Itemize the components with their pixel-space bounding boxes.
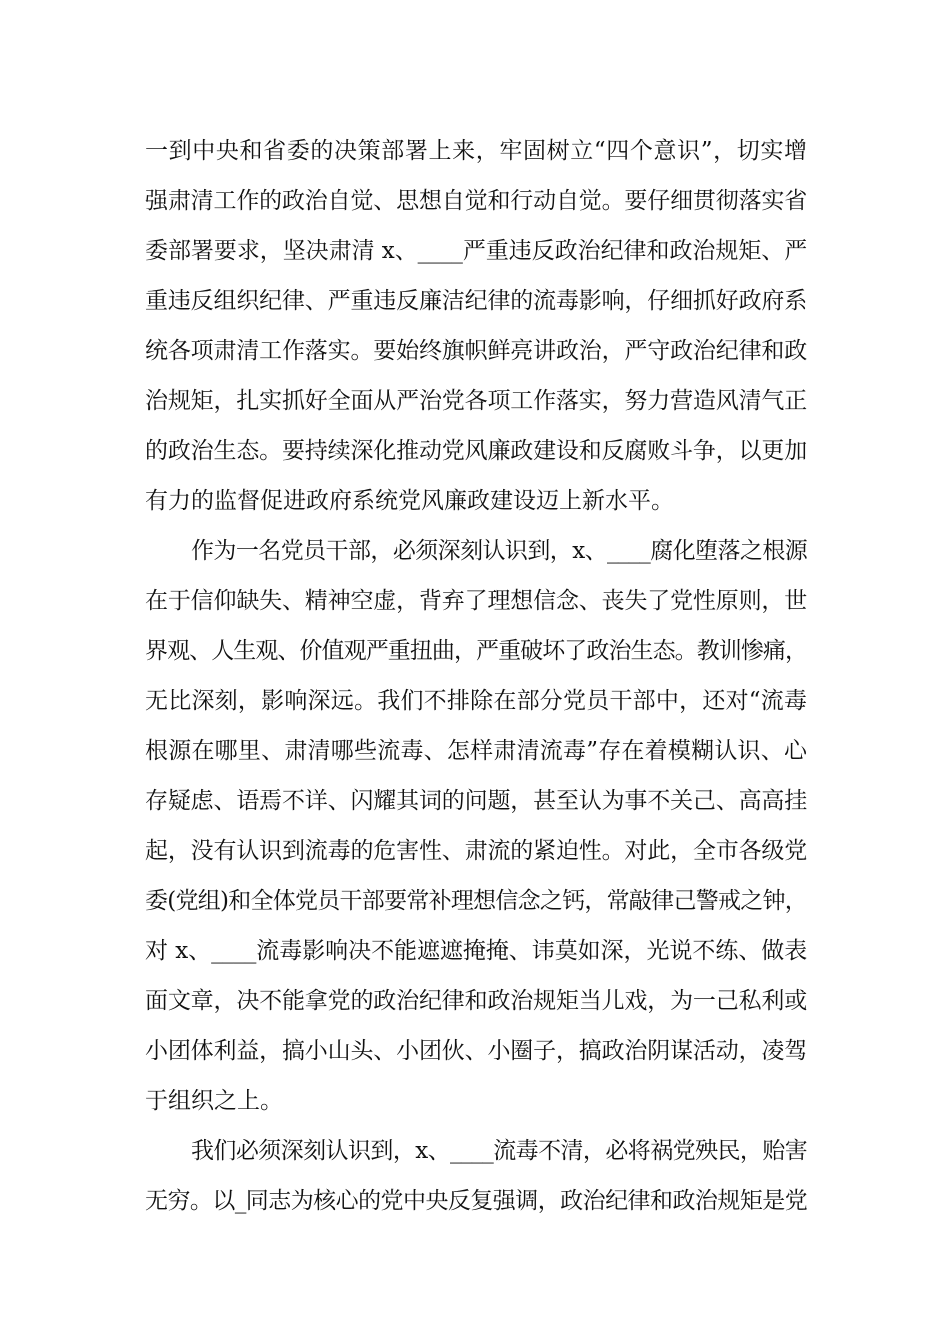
paragraph-2-line-5: 根源在哪里、肃清哪些流毒、怎样肃清流毒”存在着模糊认识、心 [145,738,807,764]
paragraph-1-line-4: 重违反组织纪律、严重违反廉洁纪律的流毒影响，仔细抓好政府系 [145,288,807,314]
paragraph-2-line-10: 面文章，决不能拿党的政治纪律和政治规矩当儿戏，为一己私利或 [145,988,807,1014]
paragraph-2-line-2: 在于信仰缺失、精神空虚，背弃了理想信念、丧失了党性原则，世 [145,588,807,614]
paragraph-3-line-1: 我们必须深刻认识到，x、____流毒不清，必将祸党殃民，贻害 [191,1138,807,1164]
paragraph-1-line-7: 的政治生态。要持续深化推动党风廉政建设和反腐败斗争，以更加 [145,438,807,464]
paragraph-2-line-7: 起，没有认识到流毒的危害性、肃流的紧迫性。对此，全市各级党 [145,838,807,864]
paragraph-1-line-1: 一到中央和省委的决策部署上来，牢固树立“四个意识”，切实增 [145,138,807,164]
paragraph-2-line-9: 对 x、____流毒影响决不能遮遮掩掩、讳莫如深，光说不练、做表 [145,938,807,964]
paragraph-1-line-5: 统各项肃清工作落实。要始终旗帜鲜亮讲政治，严守政治纪律和政 [145,338,807,364]
paragraph-2-line-3: 界观、人生观、价值观严重扭曲，严重破坏了政治生态。教训惨痛， [145,638,807,664]
paragraph-2-line-1: 作为一名党员干部，必须深刻认识到，x、____腐化堕落之根源 [191,538,807,564]
paragraph-1-line-3: 委部署要求，坚决肃清 x、____严重违反政治纪律和政治规矩、严 [145,238,807,264]
paragraph-1-line-8: 有力的监督促进政府系统党风廉政建设迈上新水平。 [145,488,674,514]
paragraph-2-line-8: 委(党组)和全体党员干部要常补理想信念之钙，常敲律己警戒之钟， [145,888,807,914]
paragraph-1-line-2: 强肃清工作的政治自觉、思想自觉和行动自觉。要仔细贯彻落实省 [145,188,807,214]
paragraph-2-line-6: 存疑虑、语焉不详、闪耀其词的问题，甚至认为事不关己、高高挂 [145,788,807,814]
paragraph-2-line-4: 无比深刻，影响深远。我们不排除在部分党员干部中，还对“流毒 [145,688,807,714]
paragraph-2-line-11: 小团体利益，搞小山头、小团伙、小圈子，搞政治阴谋活动，凌驾 [145,1038,807,1064]
paragraph-3-line-2: 无穷。以_同志为核心的党中央反复强调，政治纪律和政治规矩是党 [145,1188,807,1214]
paragraph-2-line-12: 于组织之上。 [145,1088,283,1114]
paragraph-1-line-6: 治规矩，扎实抓好全面从严治党各项工作落实，努力营造风清气正 [145,388,807,414]
